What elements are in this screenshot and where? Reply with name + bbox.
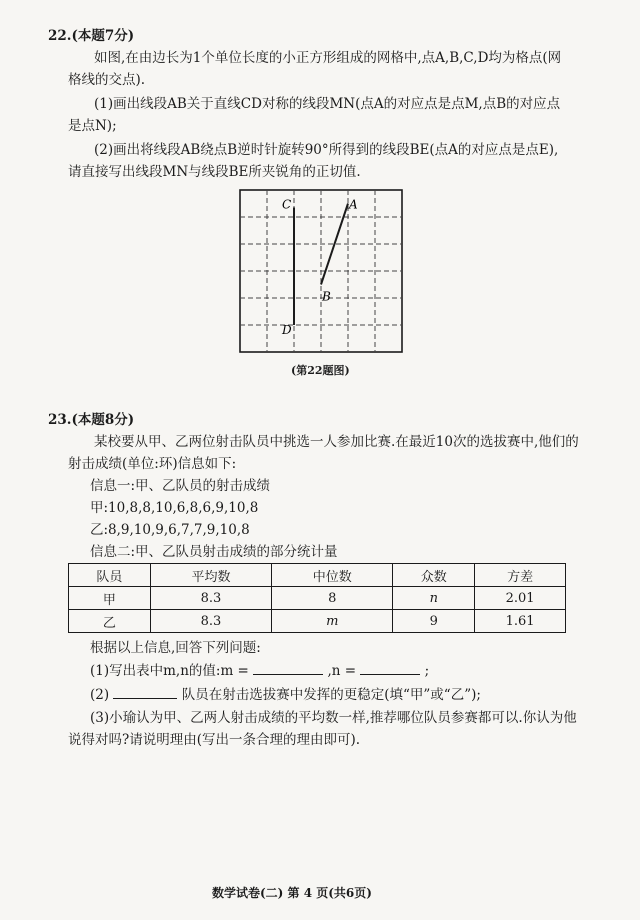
q23-info1-jia: 甲:10,8,8,10,6,8,6,9,10,8 [90,500,259,516]
q23-sub3-line2: 说得对吗?请说明理由(写出一条合理的理由即可). [68,732,361,748]
answer-blank-m[interactable] [253,660,323,675]
q23-answer-intro: 根据以上信息,回答下列问题: [90,640,261,656]
grid-lines [240,190,402,352]
q23-sub3-line1: (3)小瑜认为甲、乙两人射击成绩的平均数一样,推荐哪位队员参赛都可以.你认为他 [90,710,577,726]
table-header-cell: 中位数 [272,564,393,587]
table-header-row [69,564,566,587]
q22-part2-line2: 请直接写出线段MN与线段BE所夹锐角的正切值. [68,164,361,180]
table-row [69,587,566,610]
table-cell: m [272,610,393,633]
table-cell: 9 [393,610,475,633]
q23-sub1-end: ; [424,663,430,679]
q23-sub1 [90,660,429,681]
point-label-b: B [322,289,331,304]
table-cell: n [393,587,475,610]
q23-sub2 [90,684,481,705]
q23-sub1-prefix: (1)写出表中m,n的值:m = [90,663,249,679]
point-label-a: A [349,197,358,212]
q23-sub1-mid: ,n = [327,663,357,679]
q23-sub2-text: 队员在射击选拔赛中发挥的更稳定(填“甲”或“乙”); [181,687,481,703]
table-cell: 8 [272,587,393,610]
table-header-cell: 方差 [475,564,566,587]
table-header-cell: 众数 [393,564,475,587]
q22-grid-figure [236,186,406,358]
table-cell: 2.01 [475,587,566,610]
q22-figure-caption: (第22题图) [291,364,350,377]
table-row [69,610,566,633]
table-header-cell: 队员 [69,564,151,587]
q22-intro-line2: 格线的交点). [68,72,146,88]
q22-part2-line1: (2)画出将线段AB绕点B逆时针旋转90°所得到的线段BE(点A的对应点是点E), [94,142,559,158]
page-footer: 数学试卷(二) 第 4 页(共6页) [212,886,372,900]
q22-header: 22.(本题7分) [48,28,135,44]
q23-info1-title: 信息一:甲、乙队员的射击成绩 [90,478,271,494]
q23-info1-yi: 乙:8,9,10,9,6,7,7,9,10,8 [90,522,250,538]
q22-part1-line1: (1)画出线段AB关于直线CD对称的线段MN(点A的对应点是点M,点B的对应点 [94,96,561,112]
table-cell: 甲 [69,587,151,610]
answer-blank-n[interactable] [360,660,420,675]
point-label-c: C [282,197,292,212]
q23-intro-line2: 射击成绩(单位:环)信息如下: [68,456,237,472]
point-label-d: D [282,323,292,337]
q22-intro-line1: 如图,在由边长为1个单位长度的小正方形组成的网格中,点A,B,C,D均为格点(网 [94,50,562,66]
table-header-cell: 平均数 [150,564,271,587]
q23-info2-title: 信息二:甲、乙队员射击成绩的部分统计量 [90,544,338,560]
segment-ab [321,204,348,285]
q23-sub2-prefix: (2) [90,687,110,703]
table-cell: 1.61 [475,610,566,633]
stats-table [68,563,566,633]
q23-intro-line1: 某校要从甲、乙两位射击队员中挑选一人参加比赛.在最近10次的选拔赛中,他们的 [94,434,579,450]
q23-header: 23.(本题8分) [48,412,135,428]
table-cell: 8.3 [150,610,271,633]
q22-part1-line2: 是点N); [68,118,117,134]
table-cell: 乙 [69,610,151,633]
answer-blank-player[interactable] [113,684,177,699]
table-cell: 8.3 [150,587,271,610]
